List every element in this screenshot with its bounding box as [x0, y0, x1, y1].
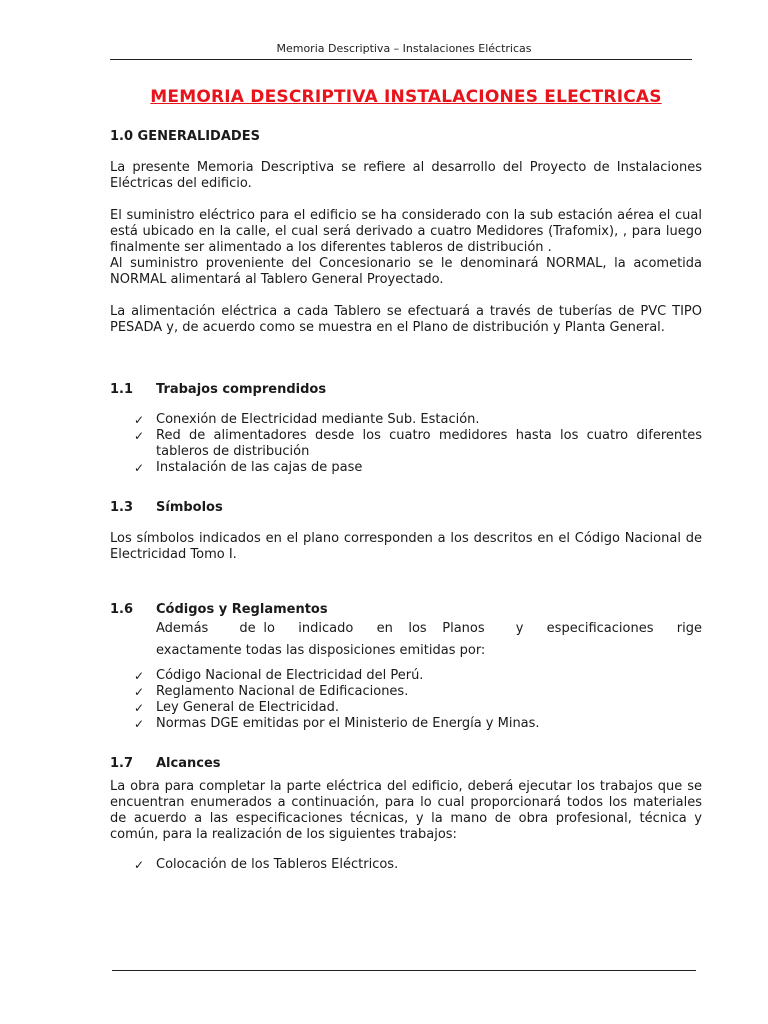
- checkmark-icon: ✓: [134, 701, 145, 715]
- checkmark-icon: ✓: [134, 858, 145, 872]
- section-heading-1-1: [110, 382, 702, 398]
- list-item-text: Conexión de Electricidad mediante Sub. Estación.: [156, 412, 480, 427]
- list-alcances: [110, 857, 702, 873]
- section-number: 1.7: [110, 756, 134, 771]
- list-item: [134, 857, 702, 873]
- paragraph-concesionario: Al suministro proveniente del Concesionario se le denominará NORMAL, la acometida NORMAL alimentará al Tablero General Proyectado.: [110, 256, 702, 287]
- list-item-text: Reglamento Nacional de Edificaciones.: [156, 684, 409, 699]
- section-number: 1.1: [110, 382, 134, 397]
- list-item: [134, 668, 702, 684]
- list-item: [134, 700, 702, 716]
- list-item: [134, 412, 702, 428]
- paragraph-codigos-line1: Además de lo indicado en los Planos y especificaciones rige: [156, 621, 702, 636]
- paragraph-alimentacion: La alimentación eléctrica a cada Tablero se efectuará a través de tuberías de PVC TIPO PESADA y, de acuerdo como se muestra en el Plano de distribución y Planta General.: [110, 304, 702, 335]
- checkmark-icon: ✓: [134, 669, 145, 683]
- section-number: 1.3: [110, 500, 134, 515]
- list-item: [134, 684, 702, 700]
- paragraph-simbolos: Los símbolos indicados en el plano corresponden a los descritos en el Código Nacional de Electricidad Tomo I.: [110, 531, 702, 562]
- section-title: Símbolos: [156, 500, 223, 515]
- list-item-text: Código Nacional de Electricidad del Perú.: [156, 668, 424, 683]
- list-item-text: Red de alimentadores desde los cuatro medidores hasta los cuatro diferentes tableros de distribución: [156, 428, 702, 459]
- document-body: [110, 80, 702, 873]
- section-heading-generalidades: 1.0 GENERALIDADES: [110, 129, 260, 144]
- section-heading-1-3: [110, 500, 702, 516]
- list-item-text: Ley General de Electricidad.: [156, 700, 339, 715]
- running-header: Memoria Descriptiva – Instalaciones Eléctricas: [276, 42, 532, 55]
- paragraph-intro: La presente Memoria Descriptiva se refiere al desarrollo del Proyecto de Instalaciones Eléctricas del edificio.: [110, 160, 702, 191]
- list-item-text: Normas DGE emitidas por el Ministerio de Energía y Minas.: [156, 716, 540, 731]
- checkmark-icon: ✓: [134, 413, 145, 427]
- checkmark-icon: ✓: [134, 429, 145, 443]
- paragraph-alcances: La obra para completar la parte eléctrica del edificio, deberá ejecutar los trabajos que se encuentran enumerados a continuación, para lo cual proporcionará todos los materiales de acuerdo a las especificaciones técnicas, y la mano de obra profesional, técnica y común, para la realización de los siguientes trabajos:: [110, 779, 702, 842]
- paragraph-codigos-line2: exactamente todas las disposiciones emitidas por:: [156, 643, 486, 658]
- section-number: 1.6: [110, 602, 134, 617]
- checkmark-icon: ✓: [134, 685, 145, 699]
- section-heading-1-7: [110, 756, 702, 772]
- footer-rule: [112, 970, 696, 971]
- list-item: [134, 716, 702, 732]
- list-item-text: Colocación de los Tableros Eléctricos.: [156, 857, 399, 872]
- list-item: [134, 460, 702, 476]
- document-title: MEMORIA DESCRIPTIVA INSTALACIONES ELECTRICAS: [150, 87, 662, 107]
- section-heading-1-6: [110, 602, 702, 618]
- header-rule: [110, 59, 692, 60]
- section-title: Alcances: [156, 756, 221, 771]
- list-codigos: [110, 668, 702, 732]
- list-trabajos: [110, 412, 702, 476]
- paragraph-suministro: El suministro eléctrico para el edificio se ha considerado con la sub estación aérea el cual está ubicado en la calle, el cual será derivado a cuatro Medidores (Trafomix), , para luego finalmente ser alimentado a los diferentes tableros de distribución .: [110, 208, 702, 255]
- list-item-text: Instalación de las cajas de pase: [156, 460, 363, 475]
- list-item: [134, 428, 702, 460]
- section-title: Códigos y Reglamentos: [156, 602, 328, 617]
- checkmark-icon: ✓: [134, 717, 145, 731]
- checkmark-icon: ✓: [134, 461, 145, 475]
- section-title: Trabajos comprendidos: [156, 382, 327, 397]
